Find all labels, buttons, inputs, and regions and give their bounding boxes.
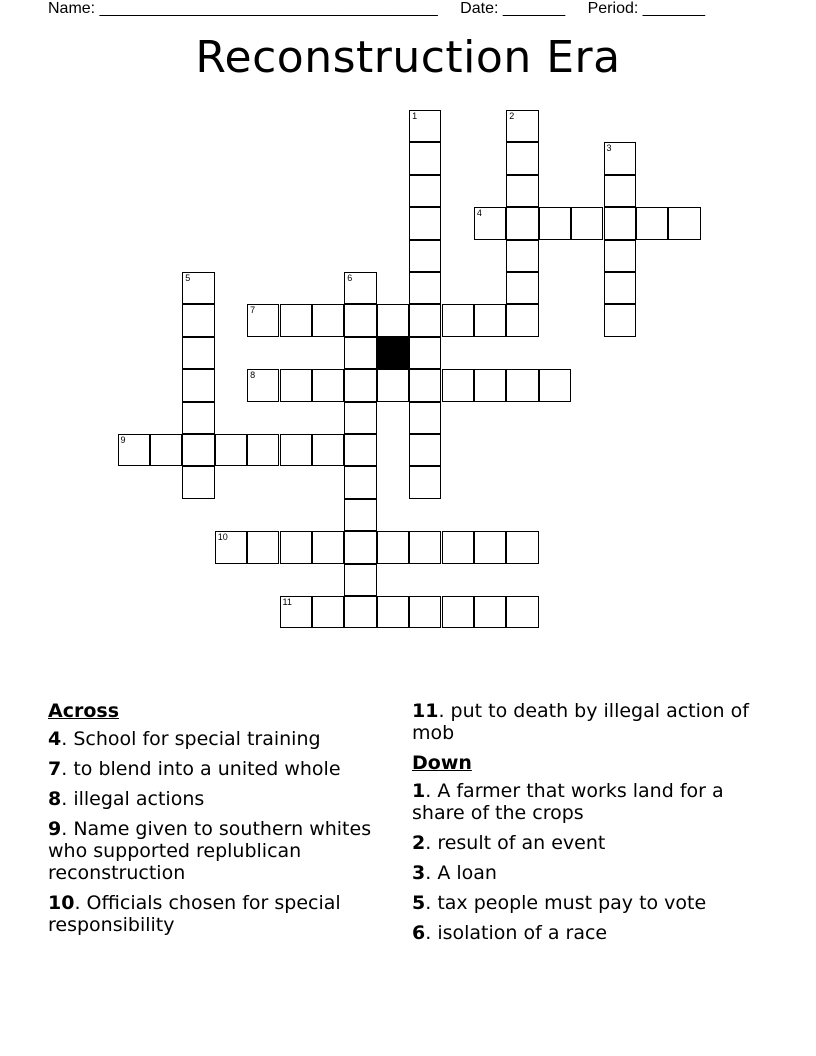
grid-cell[interactable] [474, 596, 506, 628]
cell-number: 2 [509, 111, 515, 121]
grid-cell[interactable] [182, 337, 214, 369]
clue-text: Officials chosen for special responsibility [48, 892, 341, 936]
clues-left-column [48, 700, 400, 944]
grid-cell[interactable] [409, 304, 441, 336]
clue-number: 9 [48, 818, 62, 840]
grid-cell[interactable] [474, 207, 506, 239]
cell-number: 5 [185, 273, 191, 283]
grid-cell[interactable] [409, 402, 441, 434]
grid-cell[interactable] [604, 304, 636, 336]
grid-cell[interactable] [312, 531, 344, 563]
grid-cell[interactable] [280, 304, 312, 336]
clue-number: 5 [412, 892, 426, 914]
clue-separator: . [61, 818, 74, 840]
clue-text: tax people must pay to vote [437, 892, 707, 914]
grid-cell[interactable] [604, 240, 636, 272]
clue-number: 7 [48, 758, 62, 780]
grid-cell[interactable] [604, 175, 636, 207]
grid-cell[interactable] [344, 337, 376, 369]
grid-cell[interactable] [506, 175, 538, 207]
across-clue [48, 892, 400, 936]
clue-separator: . [425, 780, 438, 802]
across-clue [48, 788, 400, 810]
grid-cell[interactable] [118, 434, 150, 466]
clue-text: put to death by illegal action of mob [412, 700, 749, 744]
grid-cell[interactable] [442, 304, 474, 336]
cell-number: 1 [412, 111, 418, 121]
period-field[interactable]: Period: _______ [587, 0, 706, 17]
grid-cell[interactable] [344, 564, 376, 596]
grid-cell[interactable] [182, 304, 214, 336]
grid-cell[interactable] [506, 272, 538, 304]
grid-cell[interactable] [409, 207, 441, 239]
grid-cell[interactable] [474, 531, 506, 563]
date-field[interactable]: Date: _______ [460, 0, 566, 17]
clues-right-column [412, 700, 752, 952]
grid-cell[interactable] [312, 304, 344, 336]
grid-cell[interactable] [506, 531, 538, 563]
grid-cell[interactable] [474, 369, 506, 401]
grid-cell[interactable] [247, 434, 279, 466]
grid-cell[interactable] [150, 434, 182, 466]
grid-cell[interactable] [442, 596, 474, 628]
grid-cell[interactable] [344, 499, 376, 531]
cell-number: 3 [606, 143, 612, 154]
grid-cell[interactable] [312, 369, 344, 401]
grid-cell[interactable] [409, 337, 441, 369]
cell-number: 10 [217, 532, 228, 543]
grid-cell[interactable] [344, 304, 376, 336]
grid-cell[interactable] [604, 207, 636, 239]
grid-cell[interactable] [409, 369, 441, 401]
clue-number: 4 [48, 728, 62, 750]
grid-cell[interactable] [409, 434, 441, 466]
clue-number: 6 [412, 922, 426, 944]
grid-cell[interactable] [409, 240, 441, 272]
grid-cell[interactable] [409, 110, 441, 142]
grid-cell[interactable] [377, 531, 409, 563]
grid-cell[interactable] [539, 207, 571, 239]
cell-number: 9 [120, 435, 126, 445]
clue-text: A farmer that works land for a share of the crops [412, 780, 724, 824]
grid-cell[interactable] [247, 304, 279, 336]
grid-cell[interactable] [571, 207, 603, 239]
grid-cell[interactable] [377, 596, 409, 628]
clue-number: 11 [412, 700, 439, 722]
down-clue [412, 780, 752, 824]
grid-cell[interactable] [506, 142, 538, 174]
page-title: Reconstruction Era [195, 32, 621, 83]
across-clue [412, 700, 752, 744]
grid-cell[interactable] [506, 596, 538, 628]
clue-text: A loan [437, 862, 497, 884]
clue-text: to blend into a united whole [73, 758, 341, 780]
grid-cell[interactable] [312, 596, 344, 628]
clue-number: 10 [48, 892, 75, 914]
cell-number: 11 [282, 597, 292, 607]
clue-separator: . [61, 788, 74, 810]
grid-cell[interactable] [182, 434, 214, 466]
clue-separator: . [425, 922, 438, 944]
grid-cell[interactable] [344, 369, 376, 401]
down-clue [412, 922, 752, 944]
clue-text: result of an event [437, 832, 606, 854]
clue-number: 3 [412, 862, 426, 884]
grid-cell[interactable] [344, 596, 376, 628]
clue-number: 1 [412, 780, 426, 802]
down-clue [412, 832, 752, 854]
grid-cell[interactable] [409, 531, 441, 563]
grid-cell[interactable] [344, 402, 376, 434]
down-clue [412, 862, 752, 884]
clue-text: illegal actions [73, 788, 205, 810]
grid-cell[interactable] [280, 434, 312, 466]
grid-cell[interactable] [182, 369, 214, 401]
grid-cell[interactable] [377, 304, 409, 336]
grid-cell[interactable] [409, 596, 441, 628]
across-clue [48, 758, 400, 780]
grid-cell[interactable] [442, 369, 474, 401]
grid-cell[interactable] [280, 531, 312, 563]
grid-cell[interactable] [215, 434, 247, 466]
down-clue [412, 892, 752, 914]
grid-cell[interactable] [409, 272, 441, 304]
grid-cell[interactable] [604, 272, 636, 304]
grid-cell[interactable] [280, 596, 312, 628]
cell-number: 7 [250, 305, 256, 316]
grid-cell[interactable] [539, 369, 571, 401]
grid-cell[interactable] [506, 240, 538, 272]
grid-cell[interactable] [506, 369, 538, 401]
clue-text: isolation of a race [437, 922, 608, 944]
clue-separator: . [425, 832, 438, 854]
name-field[interactable]: Name: ______________________________________ [48, 0, 438, 17]
clue-separator: . [61, 728, 74, 750]
grid-cell[interactable] [474, 304, 506, 336]
clue-separator: . [438, 700, 451, 722]
blocked-cell [377, 337, 409, 369]
grid-cell[interactable] [344, 434, 376, 466]
grid-cell[interactable] [182, 402, 214, 434]
across-clue [48, 728, 400, 750]
grid-cell[interactable] [280, 369, 312, 401]
grid-cell[interactable] [604, 142, 636, 174]
grid-cell[interactable] [247, 369, 279, 401]
clue-text: School for special training [73, 728, 321, 750]
cell-number: 6 [347, 273, 353, 283]
grid-cell[interactable] [506, 304, 538, 336]
clue-text: Name given to southern whites who supported replublican reconstruction [48, 818, 372, 884]
grid-cell[interactable] [182, 466, 214, 498]
grid-cell[interactable] [344, 272, 376, 304]
grid-cell[interactable] [409, 142, 441, 174]
grid-cell[interactable] [377, 369, 409, 401]
grid-cell[interactable] [215, 531, 247, 563]
across-clue [48, 818, 400, 884]
cell-number: 8 [250, 370, 256, 381]
grid-cell[interactable] [506, 110, 538, 142]
grid-cell[interactable] [312, 434, 344, 466]
down-heading: Down [412, 752, 472, 774]
grid-cell[interactable] [409, 466, 441, 498]
grid-cell[interactable] [506, 207, 538, 239]
grid-cell[interactable] [182, 272, 214, 304]
clue-separator: . [74, 892, 87, 914]
cell-number: 4 [476, 208, 482, 219]
clue-separator: . [61, 758, 74, 780]
grid-cell[interactable] [247, 531, 279, 563]
grid-cell[interactable] [636, 207, 668, 239]
clue-separator: . [425, 862, 438, 884]
clue-number: 8 [48, 788, 62, 810]
grid-cell[interactable] [344, 531, 376, 563]
grid-cell[interactable] [442, 531, 474, 563]
grid-cell[interactable] [409, 175, 441, 207]
clue-number: 2 [412, 832, 426, 854]
clue-separator: . [425, 892, 438, 914]
across-heading: Across [48, 700, 120, 722]
grid-cell[interactable] [344, 466, 376, 498]
grid-cell[interactable] [668, 207, 700, 239]
